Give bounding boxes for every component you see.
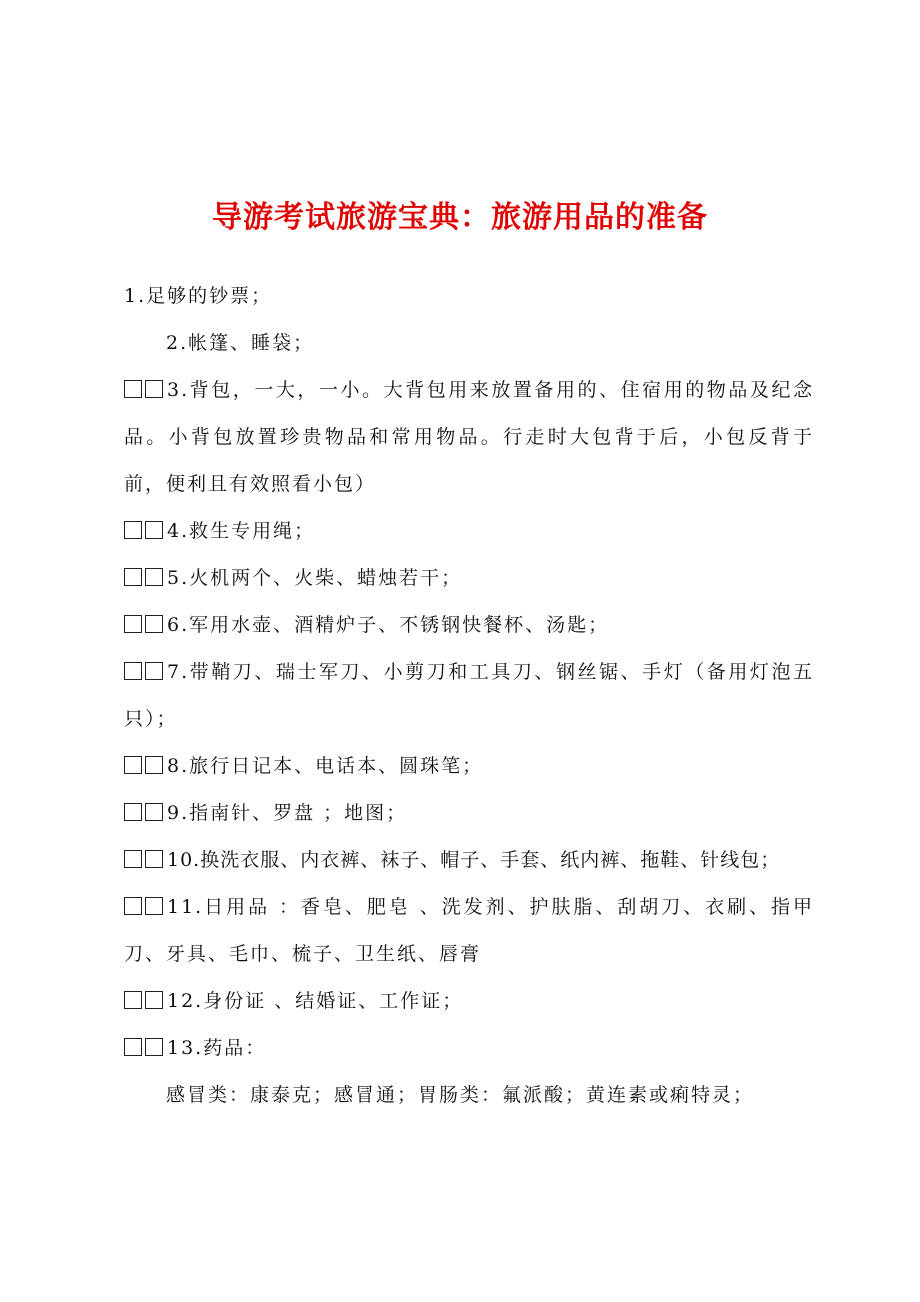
list-item [124,837,814,884]
checkbox-pair-icon [124,602,166,649]
document-body [124,273,814,1119]
list-item [124,884,814,978]
checkbox-pair-icon [124,555,166,602]
item-9-text: 9.指南针、罗盘 ；地图； [167,802,408,824]
list-item [124,273,814,320]
list-item [124,508,814,555]
checkbox-pair-icon [124,1025,166,1072]
list-item [124,1025,814,1072]
checkbox-pair-icon [124,790,166,837]
checkbox-pair-icon [124,649,166,696]
list-item [124,743,814,790]
medicine-line [124,1072,814,1119]
item-8-text: 8.旅行日记本、电话本、圆珠笔； [167,755,484,777]
item-2-text: 2.帐篷、睡袋； [166,332,315,354]
checkbox-pair-icon [124,743,166,790]
list-item [124,320,814,367]
list-item [124,649,814,743]
checkbox-pair-icon [124,837,166,884]
item-5-text: 5.火机两个、火柴、蜡烛若干； [167,567,463,589]
item-6-text: 6.军用水壶、酒精炉子、不锈钢快餐杯、汤匙； [167,614,610,636]
item-7-text: 7.带鞘刀、瑞士军刀、小剪刀和工具刀、钢丝锯、手灯（备用灯泡五只）； [124,661,814,730]
item-12-text: 12.身份证 、结婚证、工作证； [167,990,464,1012]
item-3-text: 3.背包，一大，一小。大背包用来放置备用的、住宿用的物品及纪念品。小背包放置珍贵物品和常用物品。行走时大包背于后，小包反背于前，便利且有效照看小包） [124,379,814,495]
checkbox-pair-icon [124,978,166,1025]
item-10-text: 10.换洗衣服、内衣裤、袜子、帽子、手套、纸内裤、拖鞋、针线包； [167,849,781,871]
list-item [124,555,814,602]
item-11-text: 11.日用品 ：香皂、肥皂 、洗发剂、护肤脂、刮胡刀、衣刷、指甲刀、牙具、毛巾、梳子、卫生纸、唇膏 [124,896,814,965]
item-1-text: 1.足够的钞票； [124,285,273,307]
item-13-text: 13.药品： [167,1037,267,1059]
item-4-text: 4.救生专用绳； [167,520,316,542]
checkbox-pair-icon [124,367,166,414]
list-item [124,367,814,508]
list-item [124,602,814,649]
checkbox-pair-icon [124,508,166,555]
medicine-text: 感冒类：康泰克；感冒通；胃肠类：氟派酸；黄连素或痢特灵； [166,1084,755,1106]
checkbox-pair-icon [124,884,166,931]
list-item [124,790,814,837]
list-item [124,978,814,1025]
document-title: 导游考试旅游宝典：旅游用品的准备 [212,200,708,235]
